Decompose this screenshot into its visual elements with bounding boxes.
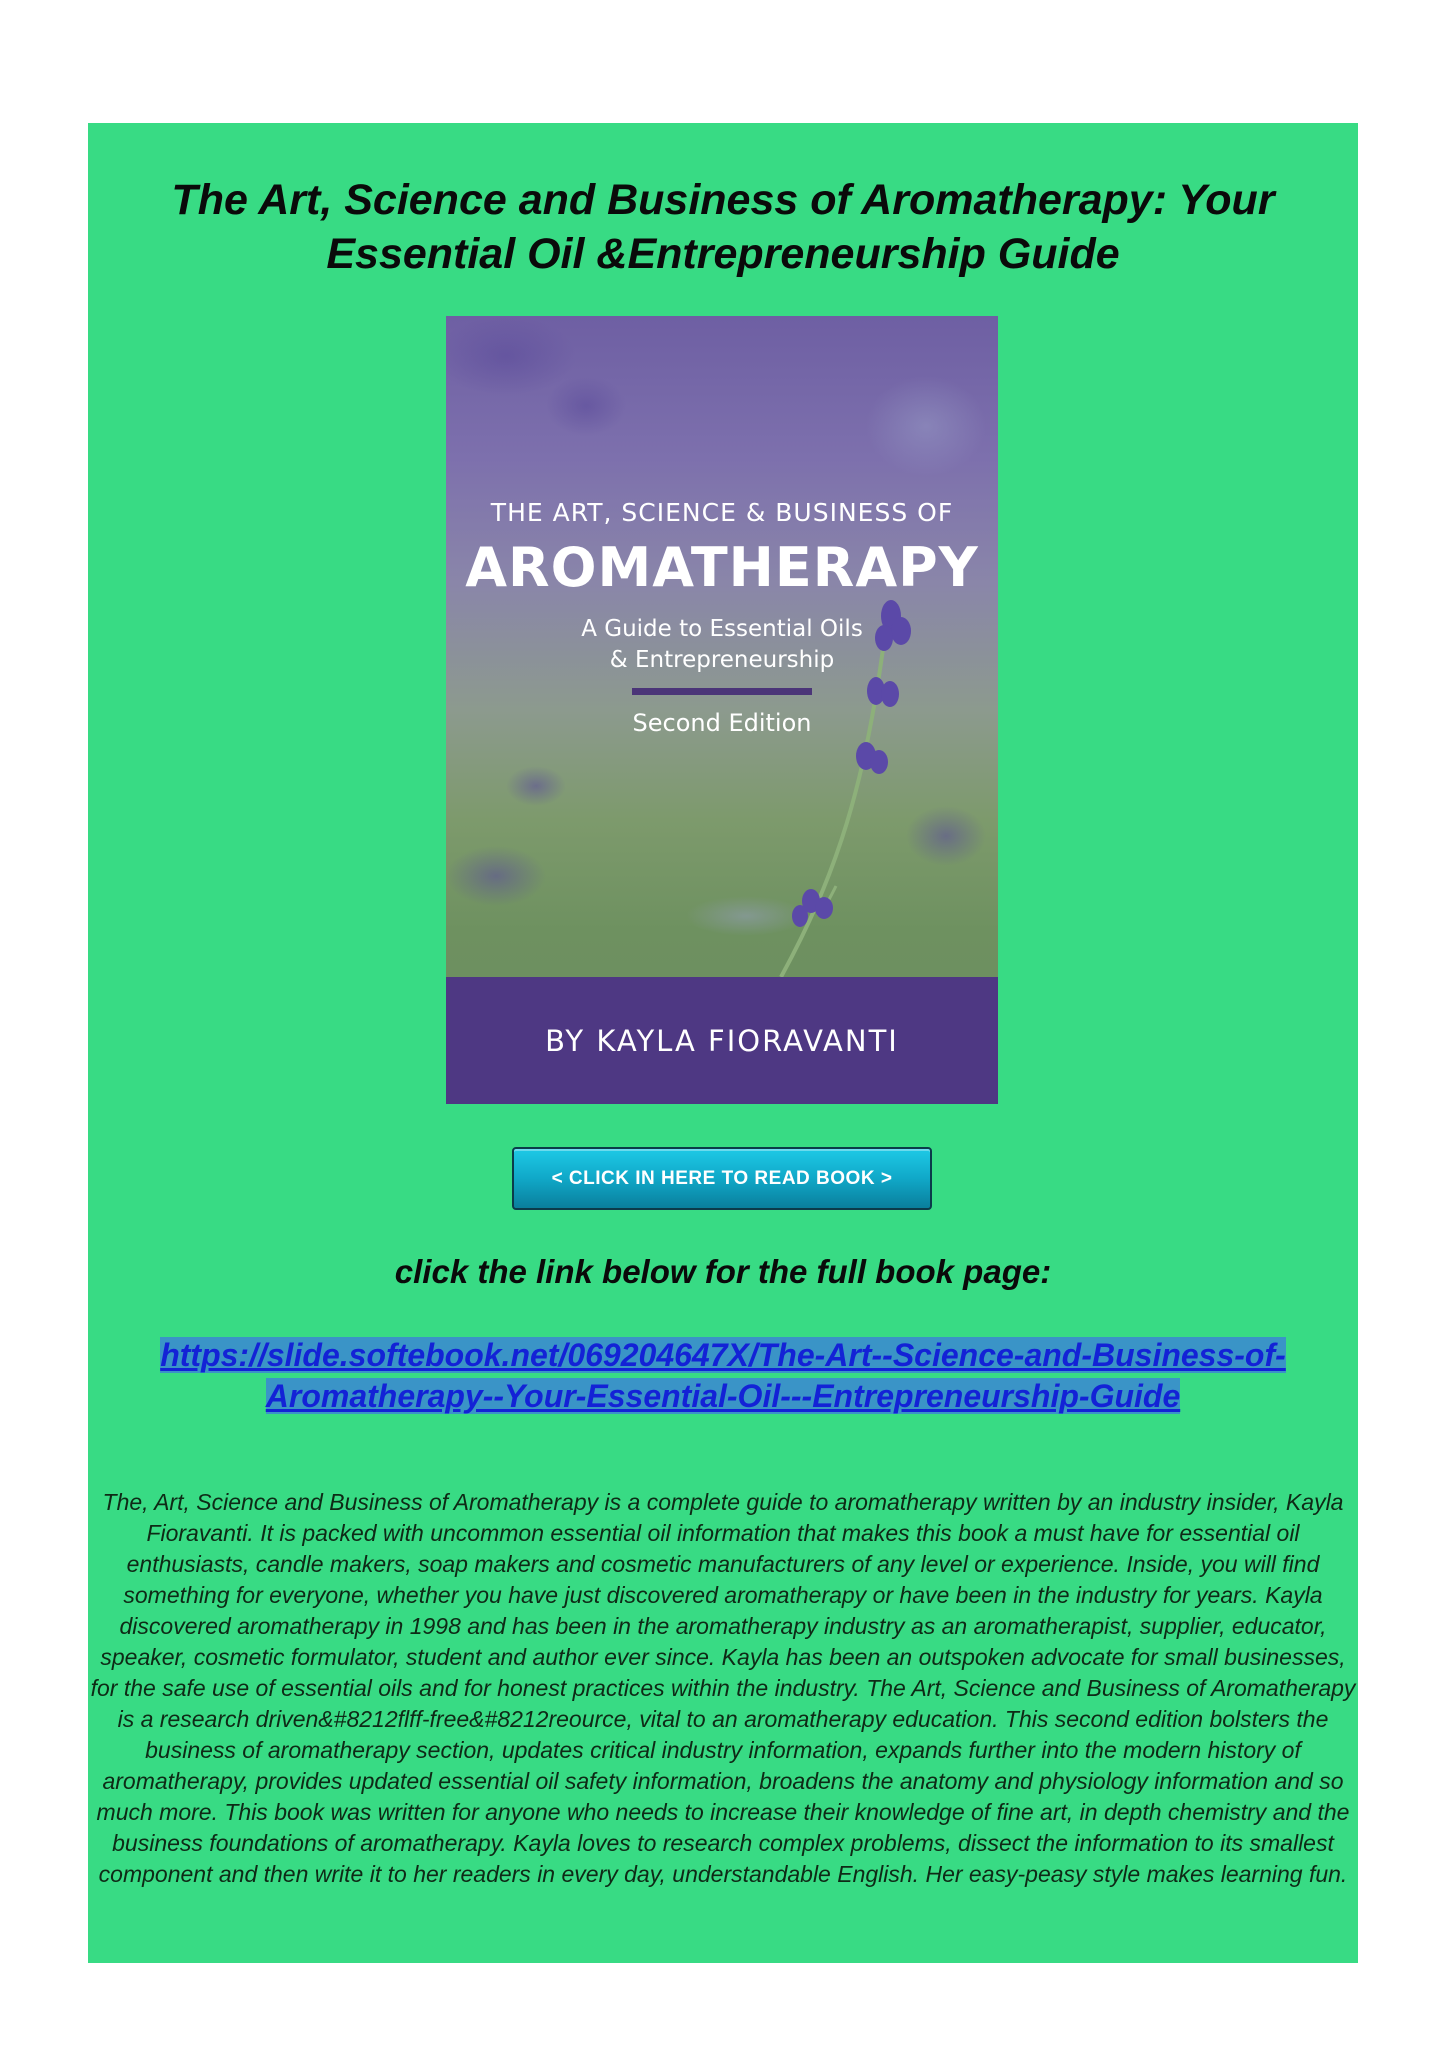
page-title: The Art, Science and Business of Aromatherapy: Your Essential Oil &Entrepreneurship Guide (171, 176, 1275, 278)
content-panel (88, 123, 1358, 1963)
book-link-container (108, 1335, 1338, 1417)
book-page-link[interactable]: https://slide.softebook.net/069204647X/The-Art--Science-and-Business-of-Aromatherapy--Your-Essential-Oil---Entrepreneurship-Guide (160, 1337, 1286, 1414)
book-description: The, Art, Science and Business of Aromatherapy is a complete guide to aromatherapy written by an industry insider, Kayla Fioravanti. It is packed with uncommon essential oil information that makes this book a must have for essential oil enthusiasts, candle makers, soap makers and cosmetic manufacturers of any level or experience. Inside, you will find something for everyone, whether you have just discovered aromatherapy or have been in the industry for years. Kayla discovered aromatherapy in 1998 and has been in the aromatherapy industry as an aromatherapist, supplier, educator, speaker, cosmetic formulator, student and author ever since. Kayla has been an outspoken advocate for small businesses, for the safe use of essential oils and for honest practices within the industry. The Art, Science and Business of Aromatherapy is a research driven&#8212flff-free&#8212reource, vital to an aromatherapy education. This second edition bolsters the business of aromatherapy section, updates critical industry information, expands further into the modern history of aromatherapy, provides updated essential oil safety information, broadens the anatomy and physiology information and so much more. This book was written for anyone who needs to increase their knowledge of fine art, in depth chemistry and the business foundations of aromatherapy. Kayla loves to research complex problems, dissect the information to its smallest component and then write it to her readers in every day, understandable English. Her easy-peasy style makes learning fun. (90, 1489, 1356, 1887)
link-intro-text: click the link below for the full book page: (394, 1253, 1052, 1290)
cover-edition: Second Edition (632, 709, 812, 737)
cover-subtitle-line1: A Guide to Essential Oils (581, 616, 863, 642)
cover-top-line: THE ART, SCIENCE & BUSINESS OF (490, 498, 954, 527)
read-book-button[interactable]: < CLICK IN HERE TO READ BOOK > (512, 1147, 932, 1210)
book-cover-image (446, 316, 998, 1104)
cover-divider (632, 688, 812, 695)
cover-main-title: AROMATHERAPY (465, 536, 979, 599)
cover-footer (446, 977, 998, 1104)
cover-subtitle-line2: & Entrepreneurship (609, 647, 835, 673)
cover-author: BY KAYLA FIORAVANTI (545, 1023, 899, 1058)
